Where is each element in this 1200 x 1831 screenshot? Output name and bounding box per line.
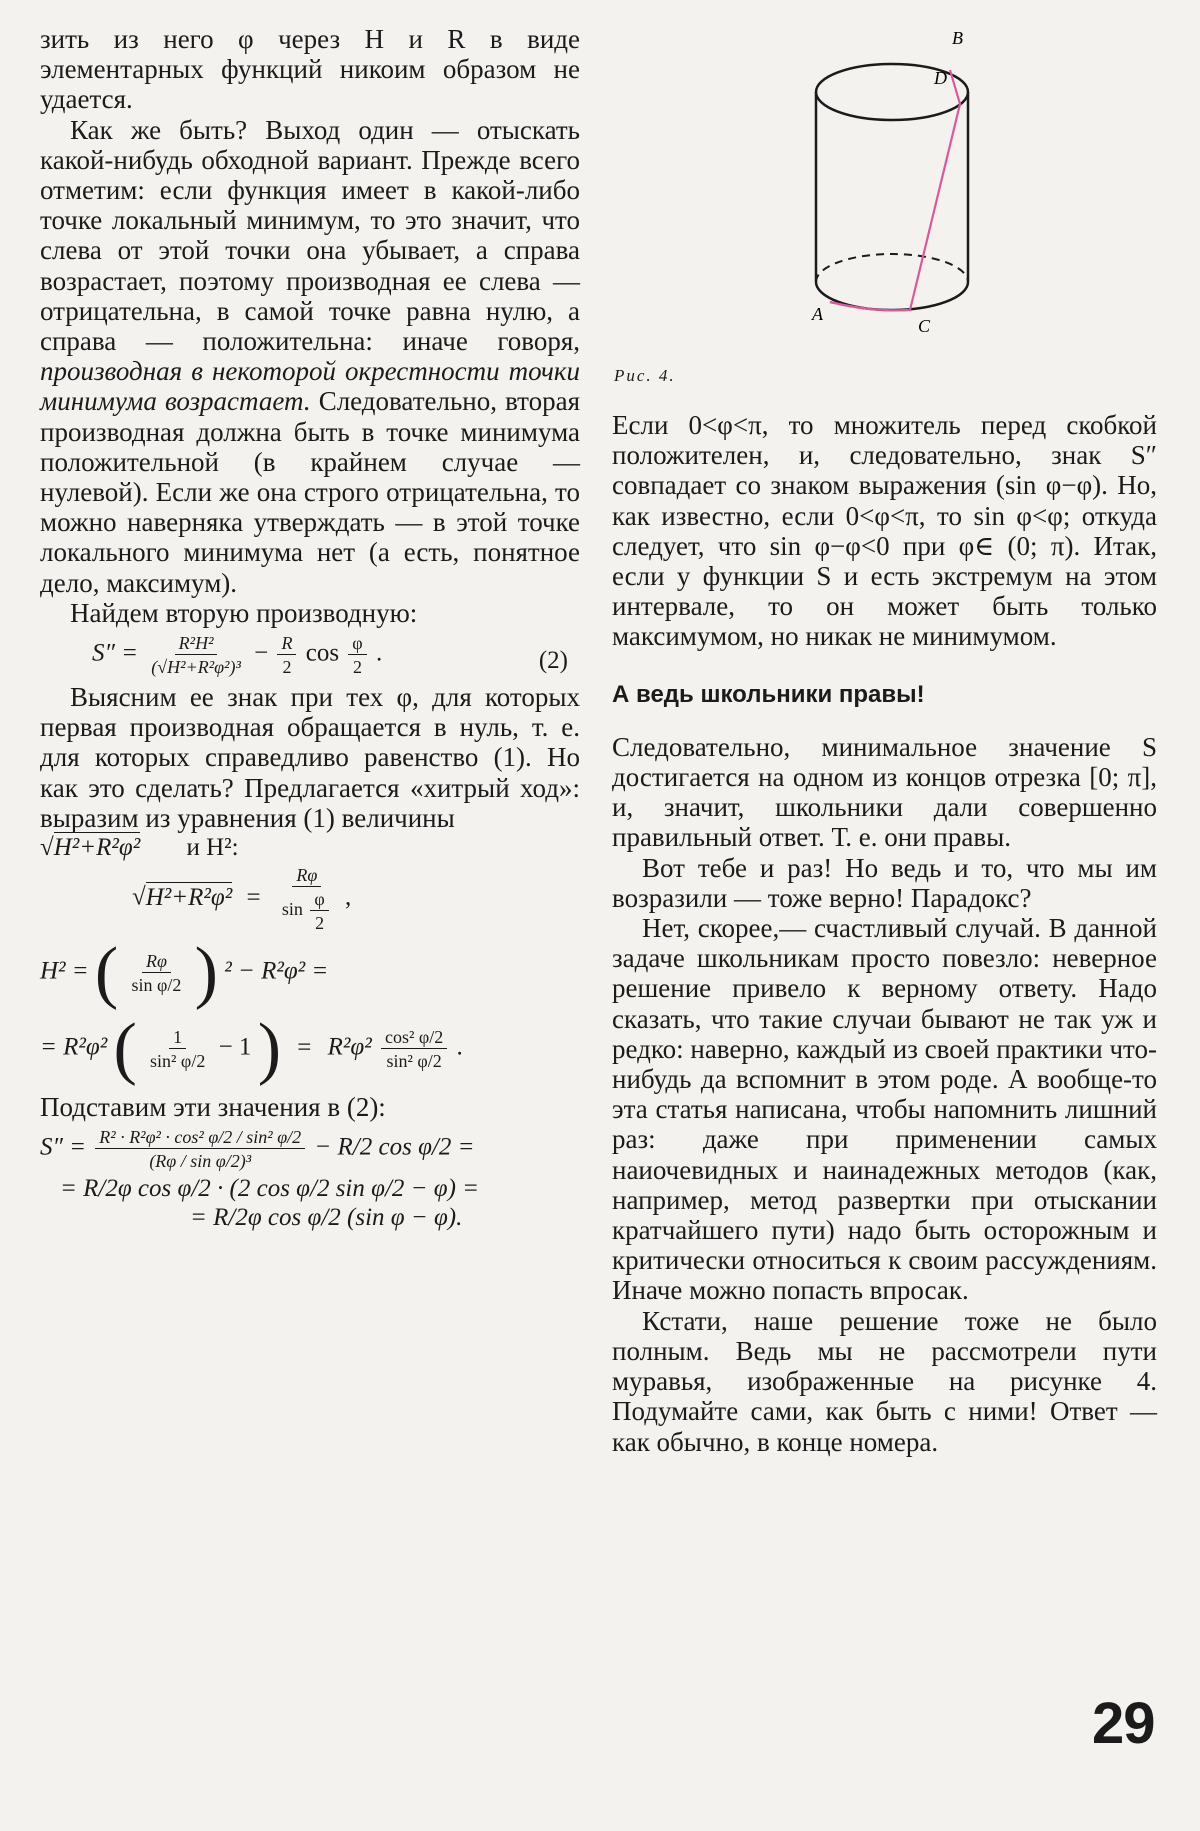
label-a: A <box>812 304 823 324</box>
equation-number: (2) <box>538 647 568 675</box>
equation-f: = R/2φ cos φ/2 (sin φ − φ). <box>190 1204 463 1232</box>
paragraph-4: Выясним ее знак при тех φ, для которых первая производная обращается в нуль, т. е. для которых справедливо равенство (1). Но как это сделать? Предлагается «хитрый ход»: выразим из уравнения (1) величины <box>40 682 580 833</box>
paragraph-5: Подставим эти значения в (2): <box>40 1092 386 1123</box>
paragraph-3: Найдем вторую производную: <box>70 597 418 628</box>
right-paragraph-4: Нет, скорее,— счастливый случай. В данной задаче школьникам просто повезло: неверное решение привело к верному ответу. Надо сказать, что такие случаи бывают не так уж и редко: наверно, каждый из своей практики что-нибудь да вспомнит в этом роде. А вообще-то эта статья написана, чтобы напомнить лишний раз: даже при применении самых наиочевидных и наинадежных методов (как, например, метод развертки при отыскании кратчайшего пути) надо быть осторожным и критически относиться к своим рассуждениям. Иначе можно попасть впросак. <box>612 913 1157 1306</box>
page-number: 29 <box>1092 1691 1155 1756</box>
equation-d: S″ = $\frac{\text{R² · R²φ² · cos² φ/2 / sin² φ/2}}{\text{(Rφ / sin φ/2)³}}$ − R/2 cos φ/2 = <box>40 1127 475 1172</box>
paragraph-2: Как же быть? Выход один — отыскать какой-нибудь обходной вариант. Прежде всего отметим: если функция имеет в какой-либо точке локальный минимум, то это значит, что слева от этой точки она убывает, а справа возрастает, поэтому производная ее слева — отрицательна, в самой точке равна нулю, а справа — положительна: иначе говоря, производная в некоторой окрестности точки минимума возрастает. Следовательно, вторая производная должна быть в точке минимума положительной (в крайнем случае — нулевой). Если же она строго отрицательна, то можно наверняка утверждать — в этой точке локального минимума нет (а есть, понятное дело, максимум). <box>40 114 581 598</box>
equation-c: = R²φ² ( $\frac{1}{\text{sin² φ/2}}$ − 1 ) = R²φ² $\frac{\text{cos² φ/2}}{\text{sin² φ/2}}$ . <box>40 1010 463 1088</box>
label-c: C <box>918 316 931 336</box>
cylinder-bottom-back <box>816 254 968 282</box>
right-column <box>612 410 1157 1457</box>
section-title: А ведь школьники правы! <box>612 680 925 708</box>
equation-e: = R/2φ cos φ/2 · (2 cos φ/2 sin φ/2 − φ) = <box>60 1175 480 1203</box>
label-b: B <box>952 28 963 48</box>
paragraph-1: зить из него φ через H и R в виде элементарных функций никоим образом не удается. <box>40 24 580 115</box>
ant-path <box>830 70 960 310</box>
equation-2: S″ = $\frac{\text{R²H²}}{\text{(√H²+R²φ²)³}}$ − $\frac{R}{2}$ cos $\frac{\varphi}{2}$ . (2) <box>92 633 568 678</box>
left-column <box>40 24 580 1234</box>
right-paragraph-5: Кстати, наше решение тоже не было полным. Ведь мы не рассмотрели пути муравья, изображенные на рисунке 4. Подумайте сами, как быть с ними! Ответ — как обычно, в конце номера. <box>612 1305 1157 1457</box>
figure-caption: Рис. 4. <box>614 366 676 385</box>
right-paragraph-1: Если 0<φ<π, то множитель перед скобкой положителен, и, следовательно, знак S″ совпадает со знаком выражения (sin φ−φ). Но, как известно, если 0<φ<π, то sin φ<φ; откуда следует, что sin φ−φ<0 при φ∈ (0; π). Итак, если у функции S и есть экстремум на этом интервале, то он может быть только максимумом, но никак не минимумом. <box>612 410 1157 652</box>
cylinder-figure <box>780 20 1010 370</box>
right-paragraph-3: Вот тебе и раз! Но ведь и то, что мы им возразили — тоже верно! Парадокс? <box>612 852 1157 913</box>
equation-a: √H²+R²φ² = Rφ sin $\frac{\varphi}{2}$ , <box>132 865 352 934</box>
right-paragraph-2: Следовательно, минимальное значение S достигается на одном из концов отрезка [0; π], и, значит, школьники дали совершенно правильный ответ. Т. е. они правы. <box>612 731 1157 853</box>
cylinder-bottom-front <box>816 282 968 310</box>
sqrt-expression: √H²+R²φ² и H²: <box>40 834 239 862</box>
label-d: D <box>934 68 947 88</box>
equation-b: H² = ( $\frac{R\varphi}{\text{sin φ/2}}$ ) ² − R²φ² = <box>40 934 329 1012</box>
